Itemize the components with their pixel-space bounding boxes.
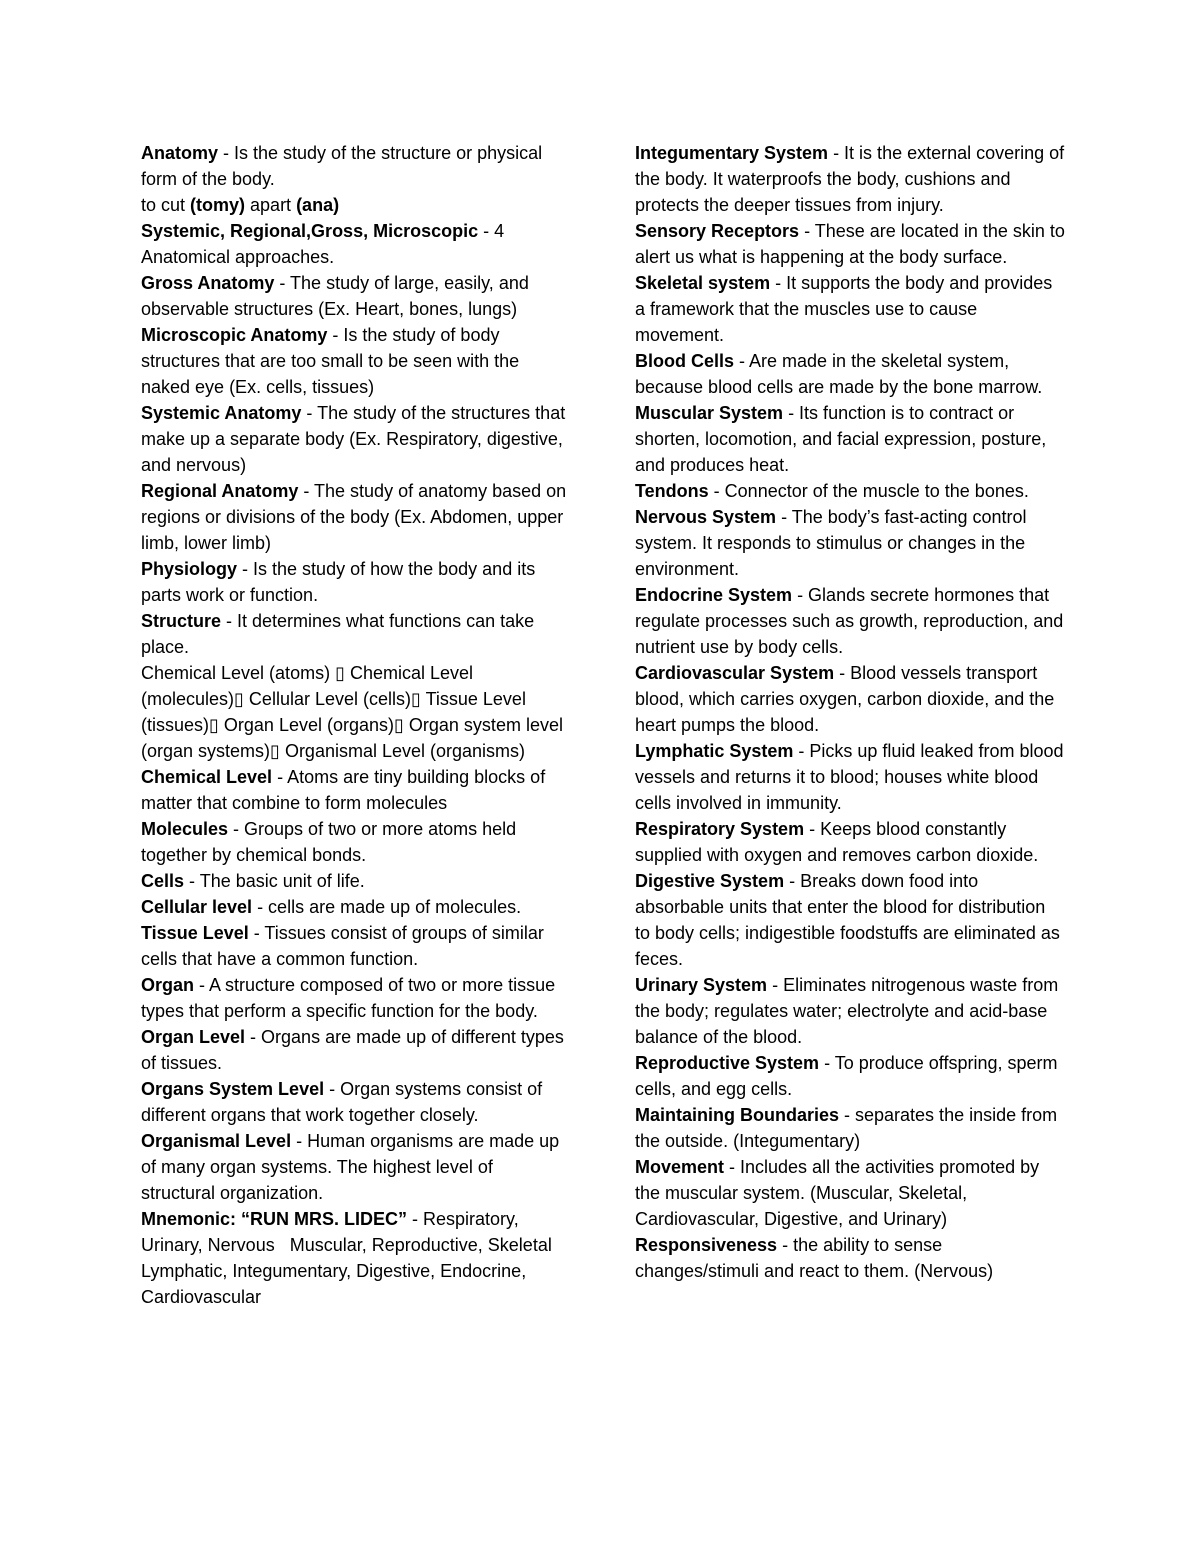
etymology-term: (tomy) bbox=[190, 195, 246, 215]
entry-term: Cells bbox=[141, 871, 185, 891]
entry-term: Organ Level bbox=[141, 1027, 246, 1047]
entry-definition: - Is the study of how the body and its parts work or function. bbox=[141, 559, 541, 605]
entry-definition: - Is the study of body structures that are too small to be seen with the naked eye (Ex. cells, tissues) bbox=[141, 325, 525, 397]
entry-definition: - Its function is to contract or shorten, locomotion, and facial expression, posture, and produces heat. bbox=[635, 403, 1052, 475]
entry-term: Integumentary System bbox=[635, 143, 829, 163]
entry-etymology bbox=[141, 192, 571, 218]
entry-definition: - cells are made up of molecules. bbox=[252, 897, 522, 917]
entry-respiratory-system bbox=[635, 816, 1065, 868]
left-column bbox=[141, 140, 577, 1310]
entry-term: Responsiveness bbox=[635, 1235, 778, 1255]
entry-definition: - To produce offspring, sperm cells, and egg cells. bbox=[635, 1053, 1063, 1099]
entry-term: Regional Anatomy bbox=[141, 481, 299, 501]
entry-term: Sensory Receptors bbox=[635, 221, 800, 241]
entry-term: Maintaining Boundaries bbox=[635, 1105, 840, 1125]
entry-definition: - separates the inside from the outside. (Integumentary) bbox=[635, 1105, 1063, 1151]
entry-definition: - Are made in the skeletal system, because blood cells are made by the bone marrow. bbox=[635, 351, 1043, 397]
entry-tendons bbox=[635, 478, 1065, 504]
entry-term: Anatomy bbox=[141, 143, 219, 163]
entry-term: Blood Cells bbox=[635, 351, 735, 371]
entry-definition: - Glands secrete hormones that regulate processes such as growth, reproduction, and nutrient use by body cells. bbox=[635, 585, 1069, 657]
entry-term: Digestive System bbox=[635, 871, 785, 891]
entry-term: Microscopic Anatomy bbox=[141, 325, 328, 345]
entry-term: Nervous System bbox=[635, 507, 777, 527]
entry-cells bbox=[141, 868, 571, 894]
entry-definition: - Tissues consist of groups of similar cells that have a common function. bbox=[141, 923, 549, 969]
entry-term: Organs System Level bbox=[141, 1079, 325, 1099]
entry-integumentary-system bbox=[635, 140, 1070, 218]
entry-endocrine-system bbox=[635, 582, 1069, 660]
entry-organismal-level bbox=[141, 1128, 571, 1206]
entry-term: Chemical Level bbox=[141, 767, 273, 787]
entry-term: Organ bbox=[141, 975, 195, 995]
right-column bbox=[635, 140, 1070, 1284]
entry-reproductive-system bbox=[635, 1050, 1065, 1102]
entry-term: Molecules bbox=[141, 819, 229, 839]
entry-term: Respiratory System bbox=[635, 819, 805, 839]
entry-lymphatic-system bbox=[635, 738, 1069, 816]
entry-muscular-system bbox=[635, 400, 1065, 478]
entry-definition: - 4 Anatomical approaches. bbox=[141, 221, 509, 267]
entry-anatomy bbox=[141, 140, 571, 192]
entry-term: Lymphatic System bbox=[635, 741, 794, 761]
entry-definition: - Includes all the activities promoted by the muscular system. (Muscular, Skeletal, Cardiovascular, Digestive, and Urinary) bbox=[635, 1157, 1045, 1229]
entry-definition: - Organ systems consist of different organs that work together closely. bbox=[141, 1079, 548, 1125]
entry-regional-anatomy bbox=[141, 478, 571, 556]
entry-cellular-level bbox=[141, 894, 571, 920]
entry-term: Tendons bbox=[635, 481, 709, 501]
entry-definition: - Human organisms are made up of many organ systems. The highest level of structural organization. bbox=[141, 1131, 565, 1203]
entry-nervous-system bbox=[635, 504, 1065, 582]
entry-blood-cells bbox=[635, 348, 1065, 400]
entry-term: Urinary System bbox=[635, 975, 768, 995]
entry-definition: - Breaks down food into absorbable units that enter the blood for distribution to body cells; indigestible foodstuffs are eliminated as feces. bbox=[635, 871, 1065, 969]
entry-term: Systemic Anatomy bbox=[141, 403, 302, 423]
entry-urinary-system bbox=[635, 972, 1065, 1050]
entry-definition: - Eliminates nitrogenous waste from the body; regulates water; electrolyte and acid-base balance of the blood. bbox=[635, 975, 1064, 1047]
entry-levels-sequence bbox=[141, 660, 571, 764]
entry-term: Movement bbox=[635, 1157, 725, 1177]
entry-term: Skeletal system bbox=[635, 273, 771, 293]
entry-chemical-level bbox=[141, 764, 571, 816]
entry-definition: - Blood vessels transport blood, which carries oxygen, carbon dioxide, and the heart pumps the blood. bbox=[635, 663, 1060, 735]
entry-mnemonic-run-mrs-lidec bbox=[141, 1206, 577, 1310]
entry-definition: - A structure composed of two or more tissue types that perform a specific function for the body. bbox=[141, 975, 561, 1021]
entry-definition: - The body’s fast-acting control system. It responds to stimulus or changes in the environment. bbox=[635, 507, 1032, 579]
entry-definition: - These are located in the skin to alert us what is happening at the body surface. bbox=[635, 221, 1070, 267]
entry-term: Structure bbox=[141, 611, 222, 631]
entry-definition: - It is the external covering of the body. It waterproofs the body, cushions and protects the deeper tissues from injury. bbox=[635, 143, 1070, 215]
entry-term: Cardiovascular System bbox=[635, 663, 835, 683]
entry-definition: - Is the study of the structure or physical form of the body. bbox=[141, 143, 548, 189]
entry-definition: - The study of anatomy based on regions or divisions of the body (Ex. Abdomen, upper limb, lower limb) bbox=[141, 481, 572, 553]
entry-definition: - Keeps blood constantly supplied with oxygen and removes carbon dioxide. bbox=[635, 819, 1039, 865]
entry-cardiovascular-system bbox=[635, 660, 1065, 738]
etymology-text: to cut bbox=[141, 195, 191, 215]
etymology-text: apart bbox=[245, 195, 297, 215]
entry-tissue-level bbox=[141, 920, 571, 972]
entry-organ bbox=[141, 972, 571, 1024]
entry-definition: - Organs are made up of different types of tissues. bbox=[141, 1027, 569, 1073]
entry-definition: - Groups of two or more atoms held together by chemical bonds. bbox=[141, 819, 522, 865]
entry-microscopic-anatomy bbox=[141, 322, 571, 400]
entry-definition: - Respiratory, Urinary, Nervous Muscular, Reproductive, Skeletal Lymphatic, Integumentary, Digestive, Endocrine, Cardiovascular bbox=[141, 1209, 577, 1307]
entry-term: Mnemonic: “RUN MRS. LIDEC” bbox=[141, 1209, 408, 1229]
entry-term: Cellular level bbox=[141, 897, 253, 917]
entry-term: Muscular System bbox=[635, 403, 784, 423]
entry-definition: - The study of large, easily, and observable structures (Ex. Heart, bones, lungs) bbox=[141, 273, 534, 319]
entry-sensory-receptors bbox=[635, 218, 1070, 270]
entry-molecules bbox=[141, 816, 571, 868]
entry-movement bbox=[635, 1154, 1065, 1232]
entry-definition: Chemical Level (atoms) ▯ Chemical Level (molecules)▯ Cellular Level (cells)▯ Tissue Level (tissues)▯ Organ Level (organs)▯ Organ system level (organ systems)▯ Organismal Level (organisms) bbox=[141, 663, 568, 761]
entry-systemic-anatomy bbox=[141, 400, 571, 478]
entry-structure bbox=[141, 608, 571, 660]
entry-definition: - Connector of the muscle to the bones. bbox=[708, 481, 1029, 501]
entry-definition: - the ability to sense changes/stimuli and react to them. (Nervous) bbox=[635, 1235, 994, 1281]
entry-skeletal-system bbox=[635, 270, 1065, 348]
etymology-term: (ana) bbox=[296, 195, 340, 215]
entry-responsiveness bbox=[635, 1232, 1065, 1284]
entry-term: Organismal Level bbox=[141, 1131, 292, 1151]
entry-maintaining-boundaries bbox=[635, 1102, 1065, 1154]
entry-definition: - The study of the structures that make up a separate body (Ex. Respiratory, digestive, and nervous) bbox=[141, 403, 571, 475]
entry-systemic-regional-gross-microscopic bbox=[141, 218, 571, 270]
entry-definition: - Atoms are tiny building blocks of matter that combine to form molecules bbox=[141, 767, 551, 813]
entry-digestive-system bbox=[635, 868, 1065, 972]
entry-term: Endocrine System bbox=[635, 585, 793, 605]
entry-organs-system-level bbox=[141, 1076, 571, 1128]
entry-gross-anatomy bbox=[141, 270, 571, 322]
entry-term: Systemic, Regional,Gross, Microscopic bbox=[141, 221, 479, 241]
entry-physiology bbox=[141, 556, 571, 608]
entry-definition: - The basic unit of life. bbox=[184, 871, 365, 891]
entry-organ-level bbox=[141, 1024, 571, 1076]
entry-definition: - Picks up fluid leaked from blood vessels and returns it to blood; houses white blood cells involved in immunity. bbox=[635, 741, 1069, 813]
entry-definition: - It determines what functions can take place. bbox=[141, 611, 540, 657]
entry-term: Reproductive System bbox=[635, 1053, 820, 1073]
entry-definition: - It supports the body and provides a framework that the muscles use to cause movement. bbox=[635, 273, 1058, 345]
entry-term: Tissue Level bbox=[141, 923, 249, 943]
entry-term: Gross Anatomy bbox=[141, 273, 275, 293]
entry-term: Physiology bbox=[141, 559, 238, 579]
